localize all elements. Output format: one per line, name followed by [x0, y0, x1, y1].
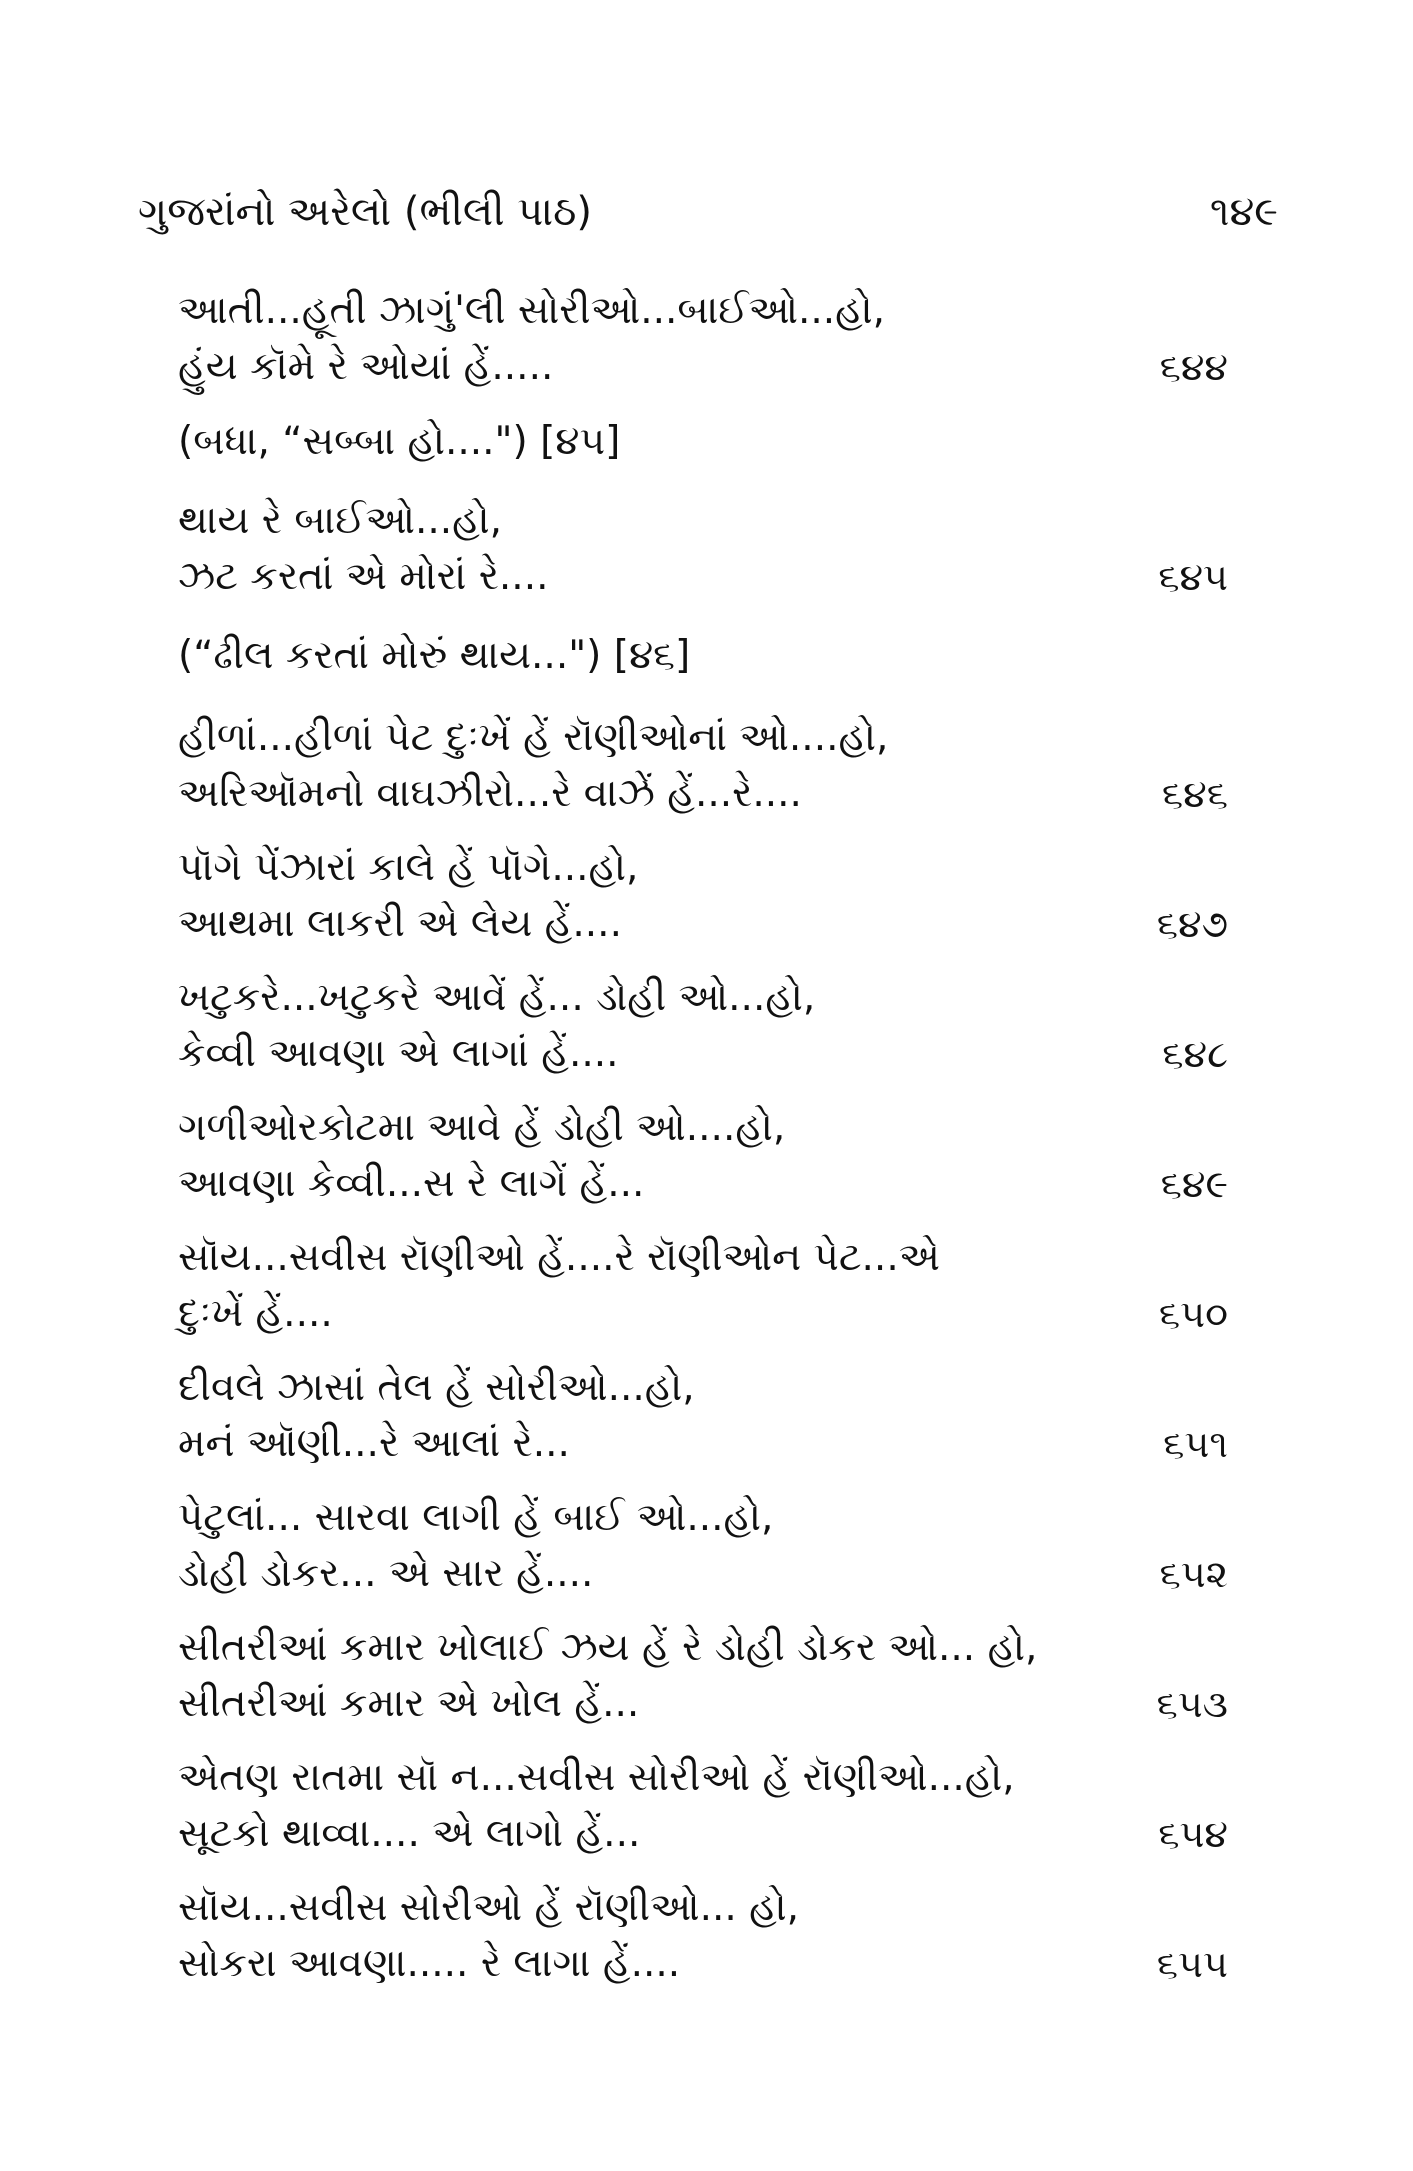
- verse-line: [178, 1286, 1228, 1342]
- verse-block: [178, 493, 1228, 605]
- verse-line: [178, 1156, 1228, 1212]
- verse-block: [178, 1490, 1228, 1602]
- verse-line: [178, 1806, 1228, 1862]
- verse-number: ૬૫૨: [1159, 1552, 1228, 1596]
- verse-block: [178, 970, 1228, 1082]
- verse-block: [178, 1360, 1228, 1472]
- verse-number: ૬૪૯: [1160, 1162, 1228, 1206]
- verse-line: [178, 1026, 1228, 1082]
- verse-block: [178, 1620, 1228, 1732]
- verse-line: [178, 339, 1228, 395]
- verse-line-text: મનં ઑણી...રે આલાં રે...: [178, 1421, 570, 1466]
- verse-line: આતી...હૂતી ઝાગું'લી સોરીઓ...બાઈઓ...હો,: [178, 288, 886, 333]
- verse-line: દીવલે ઝાસાં તેલ હેં સોરીઓ...હો,: [178, 1365, 695, 1410]
- verse-line-text: હુંય કૉમે રે ઓયાં હેં.....: [178, 344, 554, 389]
- verse-number: ૬૫૦: [1158, 1292, 1228, 1336]
- verse-line-text: સૂટકો થાવ્વા.... એ લાગો હેં...: [178, 1811, 641, 1856]
- verse-number: ૬૪૫: [1158, 555, 1228, 599]
- verse-line: [178, 766, 1228, 822]
- verse-line: ખટુકરે...ખટુકરે આવેં હેં... ડોહી ઓ...હો,: [178, 975, 816, 1020]
- verse-number: ૬૪૭: [1156, 902, 1228, 946]
- verse-line-text: સીતરીઆં કમાર એ ખોલ હેં...: [178, 1681, 640, 1726]
- verse-number: ૬૫૩: [1156, 1682, 1228, 1726]
- verse-line: [178, 1676, 1228, 1732]
- verse-line-text: કેવ્વી આવણા એ લાગાં હેં....: [178, 1031, 619, 1076]
- verse-line: પૉગે પેંઝારાં કાલે હેં પૉગે...હો,: [178, 845, 639, 890]
- verse-line: (“ઢીલ કરતાં મોરું થાય...") [૪૬]: [178, 633, 691, 678]
- verse-line: થાય રે બાઈઓ...હો,: [178, 498, 503, 543]
- chorus-note: [178, 628, 1228, 684]
- verse-line: [178, 1416, 1228, 1472]
- chorus-note: [178, 414, 1228, 470]
- verse-block: [178, 1750, 1228, 1862]
- page-header: [138, 182, 1278, 242]
- verse-line: એતણ રાતમા સૉ ન...સવીસ સોરીઓ હેં રૉણીઓ...હો,: [178, 1755, 1015, 1800]
- verse-number: ૬૫૫: [1156, 1942, 1228, 1986]
- verse-line: [178, 896, 1228, 952]
- verse-line-text: ઝટ કરતાં એ મોરાં રે....: [178, 554, 549, 599]
- verse-number: ૬૫૧: [1163, 1422, 1228, 1466]
- verse-block: [178, 1100, 1228, 1212]
- verse-line-text: આવણા કેવ્વી...સ રે લાગેં હેં...: [178, 1161, 645, 1206]
- verse-line-text: આથમા લાકરી એ લેય હેં....: [178, 901, 622, 946]
- verse-block: [178, 710, 1228, 822]
- verse-line-text: દુઃખેં હેં....: [178, 1291, 333, 1336]
- verse-block: [178, 283, 1228, 395]
- page-number: ૧૪૯: [1209, 189, 1278, 235]
- verse-line-text: સોકરા આવણા..... રે લાગા હેં....: [178, 1941, 681, 1986]
- verse-line-text: અરિઑમનો વાઘઝીરો...રે વાઝેં હેં...રે....: [178, 771, 802, 816]
- verse-line: [178, 549, 1228, 605]
- verse-line: સૉય...સવીસ સોરીઓ હેં રૉણીઓ... હો,: [178, 1885, 800, 1930]
- verse-block: [178, 1230, 1228, 1342]
- verse-line: સીતરીઆં કમાર ખોલાઈ ઝય હેં રે ડોહી ડોકર ઓ... હો,: [178, 1625, 1038, 1670]
- verse-line: [178, 1546, 1228, 1602]
- verse-line: (બધા, “સબ્બા હો....") [૪૫]: [178, 419, 621, 464]
- verse-number: ૬૪૪: [1159, 345, 1228, 389]
- verse-line: ગળીઓરકોટમા આવે હેં ડોહી ઓ....હો,: [178, 1105, 786, 1150]
- verse-line-text: ડોહી ડોકર... એ સાર હેં....: [178, 1551, 594, 1596]
- verse-block: [178, 1880, 1228, 1992]
- verse-block: [178, 840, 1228, 952]
- verse-line: હીળાં...હીળાં પેટ દુઃખેં હેં રૉણીઓનાં ઓ....હો,: [178, 715, 889, 760]
- verse-line: પેટુલાં... સારવા લાગી હેં બાઈ ઓ...હો,: [178, 1495, 774, 1540]
- verse-number: ૬૪૮: [1162, 1032, 1228, 1076]
- verse-line: સૉય...સવીસ રૉણીઓ હેં....રે રૉણીઓન પેટ...એ: [178, 1235, 940, 1280]
- verse-line: [178, 1936, 1228, 1992]
- verse-number: ૬૪૬: [1161, 772, 1228, 816]
- verse-number: ૬૫૪: [1158, 1812, 1228, 1856]
- running-title: ગુજરાંનો અરેલો (ભીલી પાઠ): [138, 189, 592, 235]
